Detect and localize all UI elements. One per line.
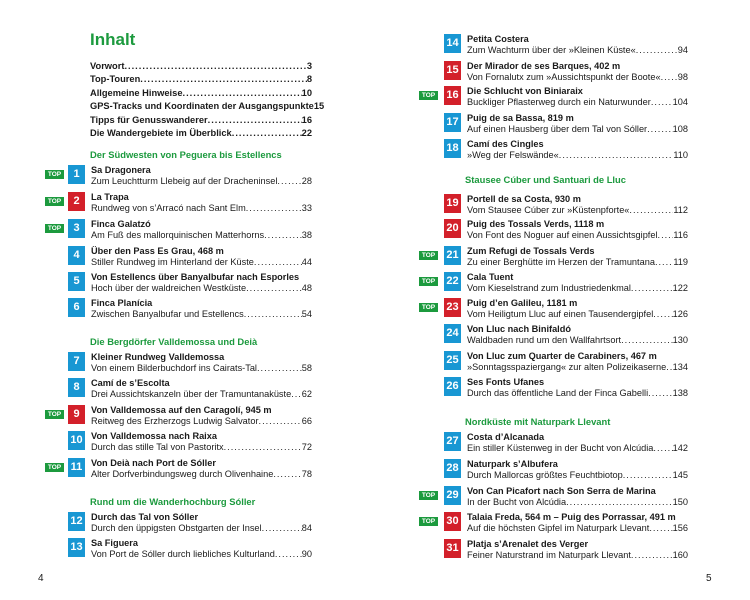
tour-subtitle-row <box>91 389 312 400</box>
tour-number-badge: 31 <box>444 539 461 558</box>
tour-title: Kleiner Rundweg Valldemossa <box>91 352 225 362</box>
page-number: 5 <box>706 573 712 584</box>
dot-leader <box>291 389 302 400</box>
tour-entry[interactable] <box>68 378 312 400</box>
tour-title: Der Mirador de ses Barques, 402 m <box>467 61 621 71</box>
tour-entry[interactable] <box>444 432 688 454</box>
tour-subtitle: Rundweg von s’Arracó nach Sant Elm <box>91 203 246 213</box>
dot-leader <box>653 443 672 454</box>
tour-entry[interactable] <box>68 458 312 480</box>
tour-page: 142 <box>672 443 688 453</box>
dot-leader <box>275 549 302 560</box>
section-heading: Die Bergdörfer Valldemossa und Deià <box>90 336 258 347</box>
tour-entry[interactable] <box>68 352 312 374</box>
section-heading: Rund um die Wanderhochburg Sóller <box>90 496 256 507</box>
tour-subtitle-row <box>91 283 312 294</box>
tour-subtitle: Reitweg des Erzherzogs Ludwig Salvator <box>91 416 259 426</box>
top-badge: TOP <box>45 463 64 472</box>
tour-subtitle: Durch Mallorcas größtes Feuchtbiotop <box>467 470 623 480</box>
tour-subtitle: Ein stiller Küstenweg in der Bucht von Alcúdia <box>467 443 654 453</box>
tour-title: Costa d’Alcanada <box>467 432 545 442</box>
tour-subtitle-row <box>467 72 688 83</box>
tour-page: 78 <box>301 469 312 479</box>
tour-number-badge: 24 <box>444 324 461 343</box>
tour-number-badge: 17 <box>444 113 461 132</box>
dot-leader <box>254 257 302 268</box>
tour-subtitle: Durch den üppigsten Obstgarten der Insel <box>91 523 262 533</box>
top-badge: TOP <box>45 170 64 179</box>
tour-entry[interactable] <box>444 486 688 508</box>
tour-entry[interactable] <box>68 298 312 320</box>
dot-leader <box>257 363 302 374</box>
tour-page: 44 <box>301 257 312 267</box>
tour-entry[interactable] <box>68 165 312 187</box>
tour-title: Von Estellencs über Banyalbufar nach Esporles <box>91 272 300 282</box>
dot-leader <box>647 124 673 135</box>
tour-number-badge: 14 <box>444 34 461 53</box>
tour-entry[interactable] <box>444 351 688 373</box>
tour-title: Platja s’Arenalet des Verger <box>467 539 589 549</box>
tour-number-badge: 6 <box>68 298 85 317</box>
tour-entry[interactable] <box>444 194 688 216</box>
tour-number-badge: 5 <box>68 272 85 291</box>
tour-subtitle-row <box>467 45 688 56</box>
dot-leader <box>566 497 673 508</box>
tour-subtitle-row <box>91 416 312 427</box>
top-badge: TOP <box>419 91 438 100</box>
front-matter-item[interactable]: Allgemeine Hinweise ..... 10 <box>90 87 312 100</box>
top-badge: TOP <box>419 277 438 286</box>
tour-subtitle-row <box>467 309 688 320</box>
tour-title: Puig d’en Galileu, 1181 m <box>467 298 578 308</box>
tour-page: 90 <box>301 549 312 559</box>
tour-page: 160 <box>672 550 688 560</box>
dot-leader <box>264 230 302 241</box>
tour-page: 145 <box>672 470 688 480</box>
tour-subtitle: Zum Leuchtturm Llebeig auf der Dracheninsel <box>91 176 278 186</box>
tour-subtitle: Auf einen Hausberg über dem Tal von Sóller <box>467 124 648 134</box>
tour-page: 122 <box>672 283 688 293</box>
dot-leader <box>273 469 301 480</box>
tour-entry[interactable] <box>68 219 312 241</box>
tour-subtitle-row <box>467 443 688 454</box>
tour-subtitle-row <box>467 497 688 508</box>
right-page <box>375 0 750 600</box>
dot-leader <box>621 335 673 346</box>
tour-entry[interactable] <box>68 431 312 453</box>
top-badge: TOP <box>45 197 64 206</box>
dot-leader <box>246 203 302 214</box>
tour-page: 104 <box>672 97 688 107</box>
tour-subtitle: Durch das öffentliche Land der Finca Gabelli <box>467 388 649 398</box>
front-matter-item[interactable]: Die Wandergebiete im Überblick ..... 22 <box>90 127 312 140</box>
tour-title: Von Lluc nach Binifaldó <box>467 324 571 334</box>
dot-leader <box>655 257 673 268</box>
tour-page: 84 <box>301 523 312 533</box>
tour-subtitle: Vom Stausee Cúber zur »Küstenpforte« <box>467 205 630 215</box>
tour-title: Ses Fonts Ufanes <box>467 377 545 387</box>
dot-leader <box>648 388 673 399</box>
dot-leader <box>629 205 673 216</box>
page-title: Inhalt <box>90 30 136 49</box>
tour-subtitle: Alter Dorfverbindungsweg durch Olivenhaine <box>91 469 274 479</box>
tour-number-badge: 11 <box>68 458 85 477</box>
tour-page: 110 <box>673 150 688 160</box>
dot-leader <box>658 230 674 241</box>
tour-page: 138 <box>672 388 688 398</box>
tour-entry[interactable] <box>444 459 688 481</box>
tour-title: Über den Pass Es Grau, 468 m <box>91 246 224 256</box>
tour-number-badge: 9 <box>68 405 85 424</box>
tour-subtitle-row <box>91 523 312 534</box>
tour-title: Sa Figuera <box>91 538 138 548</box>
section-heading: Stausee Cúber und Santuari de Lluc <box>465 174 626 185</box>
tour-subtitle-row <box>467 150 688 161</box>
dot-leader <box>636 45 678 56</box>
tour-title: Von Valldemossa nach Raixa <box>91 431 217 441</box>
tour-subtitle: In der Bucht von Alcúdia <box>467 497 567 507</box>
tour-number-badge: 18 <box>444 139 461 158</box>
section-heading: Der Südwesten von Peguera bis Estellencs <box>90 149 282 160</box>
tour-subtitle: Von einem Bilderbuchdorf ins Cairats-Tal <box>91 363 257 373</box>
tour-entry[interactable] <box>444 272 688 294</box>
tour-number-badge: 4 <box>68 246 85 265</box>
tour-subtitle: Vom Heiligtum Lluc auf einen Tausendergipfel <box>467 309 654 319</box>
tour-entry[interactable] <box>444 139 688 161</box>
tour-page: 134 <box>672 362 688 372</box>
tour-number-badge: 16 <box>444 86 461 105</box>
tour-entry[interactable] <box>68 246 312 268</box>
tour-subtitle-row <box>467 523 688 534</box>
tour-entry[interactable] <box>68 272 312 294</box>
tour-subtitle: Zwischen Banyalbufar und Estellencs <box>91 309 244 319</box>
tour-subtitle-row <box>91 442 312 453</box>
dot-leader <box>259 416 302 427</box>
tour-number-badge: 15 <box>444 61 461 80</box>
tour-title: Talaia Freda, 564 m – Puig des Porrassar, 491 m <box>467 512 676 522</box>
tour-page: 33 <box>301 203 312 213</box>
tour-page: 116 <box>673 230 688 240</box>
tour-number-badge: 26 <box>444 377 461 396</box>
tour-title: Camí de s’Escolta <box>91 378 170 388</box>
tour-title: Puig des Tossals Verds, 1118 m <box>467 219 605 229</box>
tour-number-badge: 25 <box>444 351 461 370</box>
tour-subtitle-row <box>467 470 688 481</box>
tour-entry[interactable] <box>68 405 312 427</box>
dot-leader <box>631 550 673 561</box>
tour-page: 66 <box>301 416 312 426</box>
tour-entry[interactable] <box>444 34 688 56</box>
tour-subtitle-row <box>91 230 312 241</box>
tour-number-badge: 2 <box>68 192 85 211</box>
tour-subtitle: Zu einer Berghütte im Herzen der Tramuntana <box>467 257 655 267</box>
top-badge: TOP <box>419 491 438 500</box>
tour-title: La Trapa <box>91 192 129 202</box>
tour-subtitle-row <box>467 283 688 294</box>
tour-subtitle: »Sonntagsspaziergang« zur alten Polizeikaserne <box>467 362 667 372</box>
tour-entry[interactable] <box>444 246 688 268</box>
tour-subtitle: Vom Kieselstrand zum Industriedenkmal <box>467 283 631 293</box>
tour-entry[interactable] <box>444 512 688 534</box>
tour-number-badge: 3 <box>68 219 85 238</box>
tour-page: 150 <box>672 497 688 507</box>
dot-leader <box>277 176 301 187</box>
tour-page: 38 <box>301 230 312 240</box>
dot-leader <box>651 97 673 108</box>
tour-title: Von Lluc zum Quarter de Carabiners, 467 m <box>467 351 657 361</box>
tour-title: Naturpark s’Albufera <box>467 459 558 469</box>
tour-subtitle: Durch das stille Tal von Pastoritx <box>91 442 224 452</box>
dot-leader <box>244 309 302 320</box>
top-badge: TOP <box>45 410 64 419</box>
tour-title: Die Schlucht von Biniaraix <box>467 86 583 96</box>
tour-subtitle: Hoch über der waldreichen Westküste <box>91 283 247 293</box>
front-matter-item[interactable]: Top-Touren ..... 8 <box>90 73 312 86</box>
tour-entry[interactable] <box>444 86 688 108</box>
dot-leader <box>623 470 673 481</box>
tour-subtitle-row <box>91 257 312 268</box>
tour-subtitle-row <box>467 388 688 399</box>
tour-title: Finca Planícia <box>91 298 153 308</box>
tour-subtitle-row <box>467 335 688 346</box>
tour-page: 48 <box>301 283 312 293</box>
tour-subtitle: Drei Aussichtskanzeln über der Tramuntanaküste <box>91 389 292 399</box>
tour-page: 112 <box>673 205 688 215</box>
dot-leader <box>653 309 672 320</box>
tour-page: 130 <box>672 335 688 345</box>
tour-title: Von Deià nach Port de Sóller <box>91 458 216 468</box>
tour-title: Cala Tuent <box>467 272 514 282</box>
tour-number-badge: 1 <box>68 165 85 184</box>
tour-number-badge: 22 <box>444 272 461 291</box>
tour-subtitle: Am Fuß des mallorquinischen Matterhorns <box>91 230 265 240</box>
tour-subtitle-row <box>467 205 688 216</box>
tour-subtitle: Waldbaden rund um den Wallfahrtsort <box>467 335 622 345</box>
dot-leader <box>224 442 302 453</box>
tour-subtitle-row <box>467 362 688 373</box>
tour-number-badge: 12 <box>68 512 85 531</box>
section-heading: Nordküste mit Naturpark Llevant <box>465 416 611 427</box>
tour-subtitle: Feiner Naturstrand im Naturpark Llevant <box>467 550 631 560</box>
tour-subtitle-row <box>91 309 312 320</box>
tour-subtitle: »Weg der Felswände« <box>467 150 559 160</box>
tour-title: Zum Refugi de Tossals Verds <box>467 246 595 256</box>
tour-number-badge: 13 <box>68 538 85 557</box>
tour-subtitle: Stiller Rundweg im Hinterland der Küste <box>91 257 254 267</box>
tour-entry[interactable] <box>444 219 688 241</box>
tour-entry[interactable] <box>68 192 312 214</box>
tour-subtitle: Von Font des Noguer auf einen Aussichtsgipfel <box>467 230 658 240</box>
tour-page: 28 <box>301 176 312 186</box>
top-badge: TOP <box>419 517 438 526</box>
tour-page: 94 <box>677 45 688 55</box>
tour-entry[interactable] <box>444 324 688 346</box>
tour-subtitle-row <box>467 550 688 561</box>
tour-page: 58 <box>301 363 312 373</box>
tour-entry[interactable] <box>68 512 312 534</box>
tour-entry[interactable] <box>444 539 688 561</box>
tour-number-badge: 28 <box>444 459 461 478</box>
tour-number-badge: 20 <box>444 219 461 238</box>
tour-subtitle-row <box>91 363 312 374</box>
tour-subtitle-row <box>467 257 688 268</box>
dot-leader <box>661 72 678 83</box>
tour-subtitle: Auf die höchsten Gipfel im Naturpark Llevant <box>467 523 650 533</box>
tour-number-badge: 8 <box>68 378 85 397</box>
tour-number-badge: 27 <box>444 432 461 451</box>
tour-number-badge: 21 <box>444 246 461 265</box>
front-matter-list <box>90 60 325 140</box>
tour-page: 72 <box>301 442 312 452</box>
tour-subtitle-row <box>91 203 312 214</box>
tour-number-badge: 29 <box>444 486 461 505</box>
tour-subtitle: Von Fornalutx zum »Aussichtspunkt der Boote« <box>467 72 661 82</box>
tour-number-badge: 19 <box>444 194 461 213</box>
tour-title: Petita Costera <box>467 34 529 44</box>
tour-page: 126 <box>672 309 688 319</box>
tour-number-badge: 23 <box>444 298 461 317</box>
tour-subtitle-row <box>91 549 312 560</box>
tour-subtitle: Buckliger Pflasterweg durch ein Naturwunder <box>467 97 651 107</box>
tour-entry[interactable] <box>444 61 688 83</box>
tour-title: Portell de sa Costa, 930 m <box>467 194 581 204</box>
tour-title: Puig de sa Bassa, 819 m <box>467 113 574 123</box>
dot-leader <box>246 283 302 294</box>
tour-entry[interactable] <box>444 377 688 399</box>
tour-entry[interactable] <box>68 538 312 560</box>
dot-leader <box>559 150 674 161</box>
tour-subtitle-row <box>467 230 688 241</box>
tour-number-badge: 7 <box>68 352 85 371</box>
front-matter-item[interactable]: Tipps für Genusswanderer ..... 16 <box>90 114 312 127</box>
tour-subtitle-row <box>467 124 688 135</box>
page-number: 4 <box>38 573 44 584</box>
top-badge: TOP <box>45 224 64 233</box>
tour-page: 156 <box>672 523 688 533</box>
dot-leader <box>631 283 673 294</box>
top-badge: TOP <box>419 303 438 312</box>
tour-title: Camí des Cingles <box>467 139 544 149</box>
tour-page: 108 <box>672 124 688 134</box>
tour-page: 98 <box>677 72 688 82</box>
top-badge: TOP <box>419 251 438 260</box>
tour-subtitle-row <box>91 469 312 480</box>
tour-page: 119 <box>673 257 688 267</box>
dot-leader <box>649 523 672 534</box>
dot-leader <box>262 523 302 534</box>
tour-number-badge: 30 <box>444 512 461 531</box>
tour-title: Von Can Picafort nach Son Serra de Marina <box>467 486 656 496</box>
tour-title: Durch das Tal von Sóller <box>91 512 199 522</box>
tour-subtitle-row <box>91 176 312 187</box>
tour-page: 54 <box>301 309 312 319</box>
tour-entry[interactable] <box>444 298 688 320</box>
tour-subtitle: Von Port de Sóller durch liebliches Kulturland <box>91 549 275 559</box>
tour-number-badge: 10 <box>68 431 85 450</box>
tour-title: Finca Galatzó <box>91 219 151 229</box>
front-matter-item[interactable]: GPS-Tracks und Koordinaten der Ausgangspunkte 15 <box>90 101 325 112</box>
tour-page: 62 <box>301 389 312 399</box>
tour-subtitle: Zum Wachturm über der »Kleinen Küste« <box>467 45 636 55</box>
tour-title: Von Valldemossa auf den Caragolí, 945 m <box>91 405 272 415</box>
front-matter-item[interactable]: Vorwort ..... 3 <box>90 60 312 73</box>
tour-title: Sa Dragonera <box>91 165 151 175</box>
tour-entry[interactable] <box>444 113 688 135</box>
tour-subtitle-row <box>467 97 688 108</box>
